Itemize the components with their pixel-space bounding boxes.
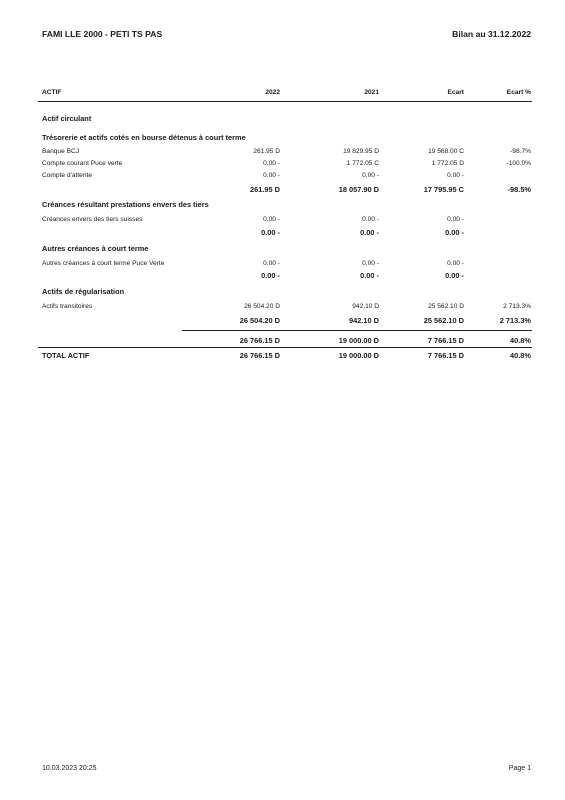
group-total-2022: 26 504.20 D [239,316,280,325]
subtotal-ecart: 7 766.15 D [427,336,464,345]
group-total-2021: 18 057.90 D [338,185,379,194]
row-value-2021: 0.00 - [362,260,379,267]
column-header-2021: 2021 [364,89,379,96]
row-value-ecart-pct: -100.0% [506,160,531,167]
subtotal-ecart-pct: 40.8% [510,336,531,345]
section-title-actif-circulant: Actif circulant [42,114,92,123]
total-actif-2021: 19 000.00 D [338,351,379,360]
row-value-ecart: 25 562.10 D [428,303,464,310]
row-value-2022: 0.00 - [263,260,280,267]
group-title-tresorerie: Trésorerie et actifs cotés en bourse détenus à court terme [42,133,246,142]
row-value-2022: 261.95 D [253,148,280,155]
footer-datetime: 10.03.2023 20:25 [42,765,97,772]
total-actif-ecart: 7 766.15 D [427,351,464,360]
group-total-ecart: 17 795.95 C [423,185,464,194]
row-label: Banque BCJ [42,148,80,155]
row-value-ecart: 0.00 - [447,216,464,223]
row-value-ecart: 1 772.05 D [431,160,464,167]
row-value-2021: 0.00 - [362,172,379,179]
row-value-ecart: 19 568.00 C [428,148,464,155]
group-total-ecart: 25 562.10 D [423,316,464,325]
row-value-2021: 1 772.05 C [346,160,379,167]
group-total-2021: 0.00 - [360,271,379,280]
total-actif-ecart-pct: 40.8% [510,351,531,360]
row-label: Compte courant Puce verte [42,160,123,167]
row-value-2022: 0.00 - [263,216,280,223]
row-value-2022: 0.00 - [263,172,280,179]
group-title-creances: Créances résultant prestations envers des tiers [42,200,209,209]
row-value-2022: 26 504.20 D [244,303,280,310]
column-header-ecart-pct: Ecart % [506,89,531,96]
group-total-ecart: 0.00 - [445,271,464,280]
page-number: Page 1 [508,765,531,772]
group-total-2021: 0.00 - [360,228,379,237]
group-total-ecart-pct: 2 713.3% [499,316,531,325]
group-total-2022: 0.00 - [261,271,280,280]
total-actif-2022: 26 766.15 D [239,351,280,360]
column-header-actif: ACTIF [42,89,62,96]
row-value-2021: 0.00 - [362,216,379,223]
row-value-ecart: 0.00 - [447,172,464,179]
row-value-ecart-pct: 2 713.3% [503,303,531,310]
header-divider [38,101,532,102]
group-total-ecart: 0.00 - [445,228,464,237]
column-header-2022: 2022 [265,89,280,96]
row-value-ecart-pct: -98.7% [510,148,531,155]
total-divider [38,347,532,348]
column-header-ecart: Ecart [447,89,464,96]
subtotal-2022: 26 766.15 D [239,336,280,345]
row-label: Actifs transitoires [42,303,93,310]
group-total-2022: 261.95 D [250,185,280,194]
total-actif-label: TOTAL ACTIF [42,351,90,360]
group-total-2021: 942.10 D [349,316,379,325]
row-label: Compte d'attente [42,172,93,179]
row-value-2021: 19 829.95 D [343,148,379,155]
company-name: FAMI LLE 2000 - PETI TS PAS [42,29,163,39]
subtotal-2021: 19 000.00 D [338,336,379,345]
report-title: Bilan au 31.12.2022 [452,29,531,39]
row-value-2022: 0.00 - [263,160,280,167]
group-total-ecart-pct: -98.5% [507,185,531,194]
subtotal-divider [182,330,532,331]
row-label: Créances envers des tiers suisses [42,216,143,223]
row-value-ecart: 0.00 - [447,260,464,267]
row-label: Autres créances à court terme Puce Verte [42,260,165,267]
group-total-2022: 0.00 - [261,228,280,237]
group-title-autres-creances: Autres créances à court terme [42,244,149,253]
row-value-2021: 942.10 D [352,303,379,310]
group-title-regularisation: Actifs de régularisation [42,287,125,296]
